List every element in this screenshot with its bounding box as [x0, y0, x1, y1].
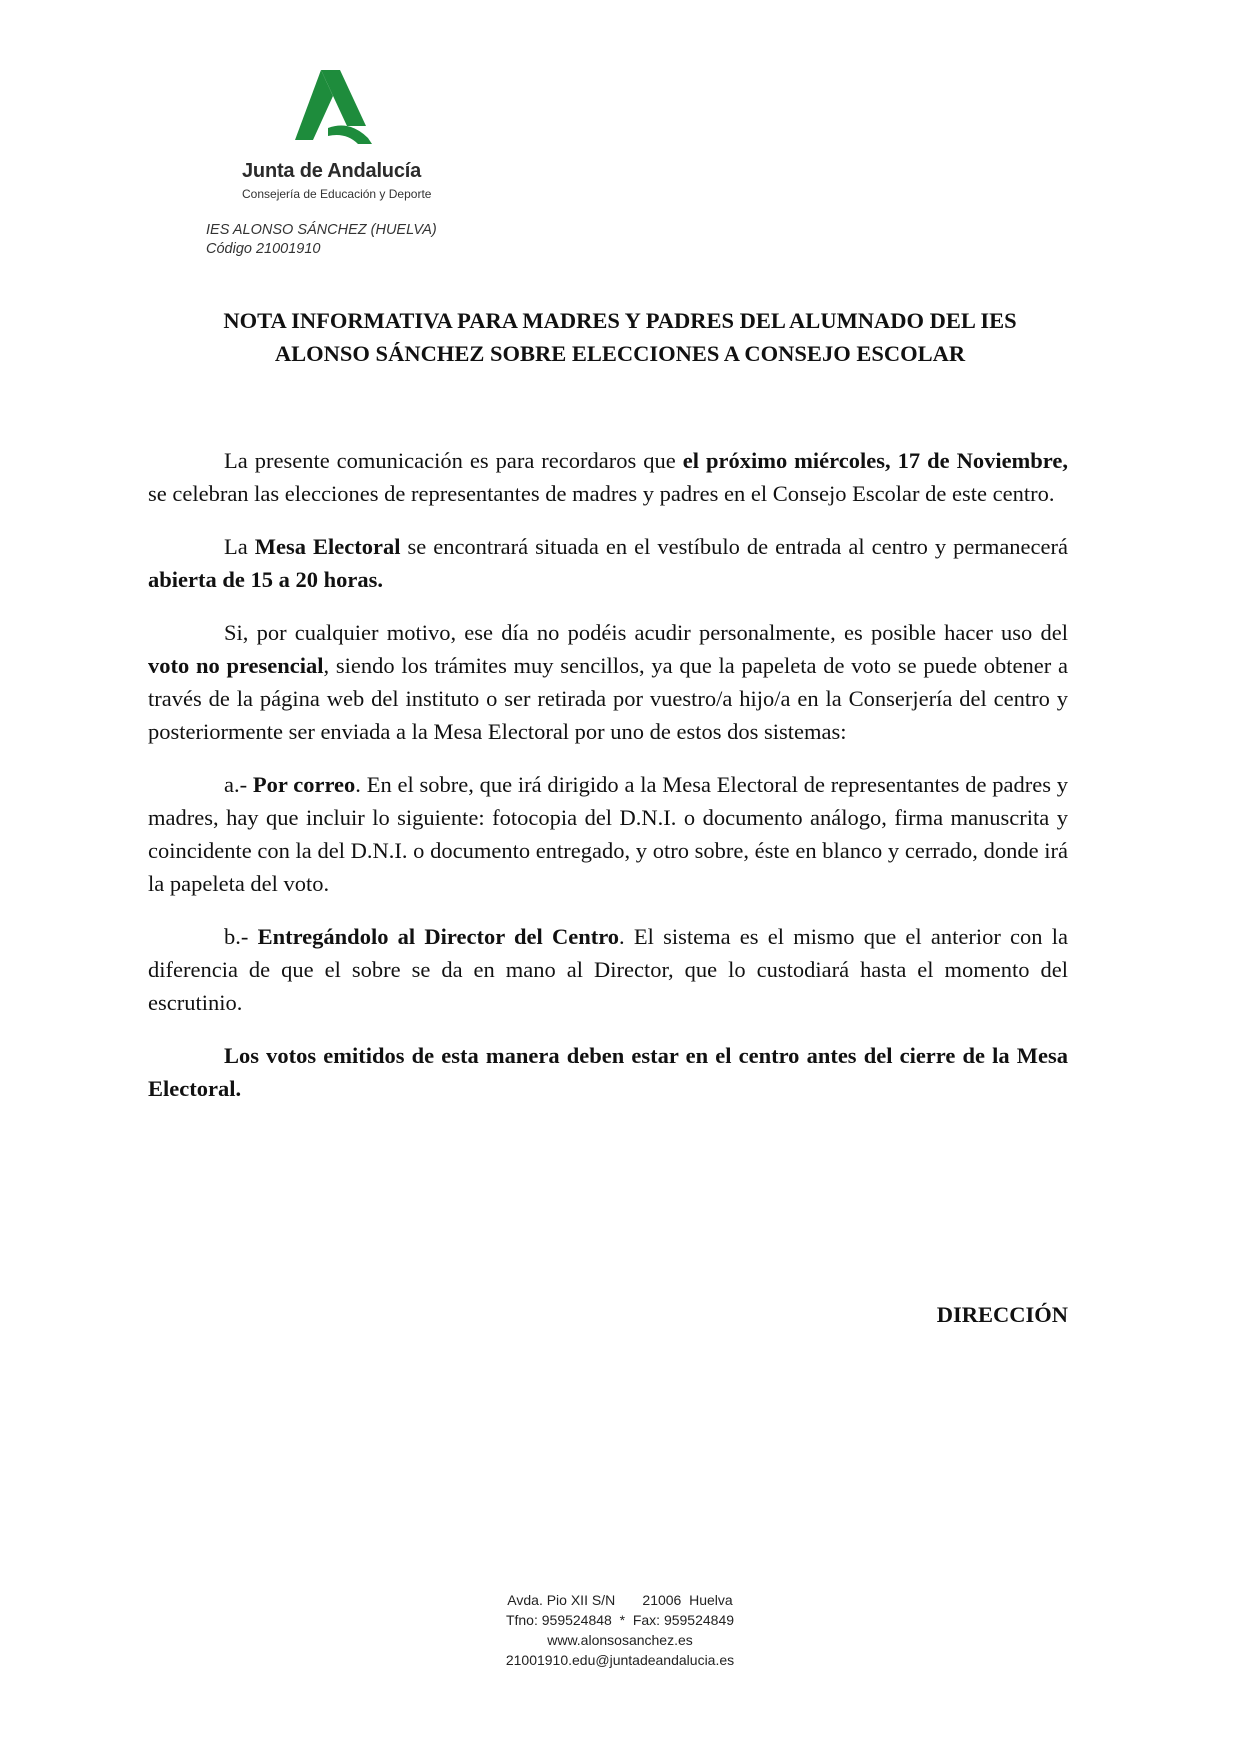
text-run: . El sistema es el mismo que el anterior con la diferencia de que el sobre se da en mano al Director, que lo custodiará hasta el momento del escrutinio. — [148, 924, 1068, 1015]
bold-run: abierta de 15 a 20 horas. — [148, 567, 383, 592]
school-info — [206, 221, 437, 259]
text-run: se celebran las elecciones de representantes de madres y padres en el Consejo Escolar de este centro. — [148, 481, 1055, 506]
logo-name: Junta de Andalucía — [242, 160, 422, 182]
paragraph-option-director — [148, 920, 1068, 1019]
text-run: a.- — [224, 772, 253, 797]
school-name: IES ALONSO SÁNCHEZ (HUELVA) — [206, 222, 437, 238]
document-title — [120, 304, 1120, 370]
paragraph-election-date — [148, 444, 1068, 510]
bold-run: el próximo miércoles, 17 de Noviembre, — [682, 448, 1068, 473]
text-run: Si, por cualquier motivo, ese día no podéis acudir personalmente, es posible hacer uso del — [224, 620, 1068, 645]
footer-email: 21001910.edu@juntadeandalucia.es — [505, 1652, 735, 1668]
text-run: La — [224, 534, 255, 559]
footer-phones: Tfno: 959524848 * Fax: 959524849 — [505, 1612, 735, 1628]
document-body — [148, 444, 1068, 1125]
bold-run: voto no presencial — [148, 653, 324, 678]
footer-address: Avda. Pio XII S/N 21006 Huelva — [507, 1592, 733, 1608]
bold-run: Entregándolo al Director del Centro — [257, 924, 620, 949]
title-line-1: NOTA INFORMATIVA PARA MADRES Y PADRES DEL ALUMNADO DEL IES — [223, 308, 1017, 333]
footer-web: www.alonsosanchez.es — [547, 1632, 693, 1648]
bold-run: Mesa Electoral — [254, 534, 401, 559]
text-run: se encontrará situada en el vestíbulo de entrada al centro y permanecerá — [400, 534, 1068, 559]
text-run: , siendo los trámites muy sencillos, ya que la papeleta de voto se puede obtener a través de la página web del instituto o ser retirada por vuestro/a hijo/a en la Conserjería del centro y posteriormente ser enviada a la Mesa Electoral por uno de estos dos sistemas: — [148, 653, 1068, 744]
paragraph-deadline — [148, 1039, 1068, 1105]
signature: DIRECCIÓN — [936, 1302, 1068, 1327]
paragraph-electoral-table — [148, 530, 1068, 596]
title-line-2: ALONSO SÁNCHEZ SOBRE ELECCIONES A CONSEJO ESCOLAR — [274, 341, 966, 366]
school-code: Código 21001910 — [206, 241, 321, 257]
text-run: La presente comunicación es para recordaros que — [224, 448, 683, 473]
text-run: b.- — [224, 924, 258, 949]
logo-department: Consejería de Educación y Deporte — [242, 187, 432, 201]
text-run: . En el sobre, que irá dirigido a la Mesa Electoral de representantes de padres y madres, hay que incluir lo siguiente: fotocopia del D.N.I. o documento análogo, firma manuscrita y coincidente con la del D.N.I. o documento entregado, y otro sobre, éste en blanco y cerrado, donde irá la papeleta del voto. — [148, 772, 1068, 896]
bold-run: Por correo — [252, 772, 356, 797]
bold-run: Los votos emitidos de esta manera deben estar en el centro antes del cierre de la Mesa Electoral. — [148, 1043, 1068, 1101]
junta-andalucia-emblem-icon — [288, 70, 378, 152]
footer-contact — [420, 1590, 820, 1670]
paragraph-option-mail — [148, 768, 1068, 900]
paragraph-remote-vote — [148, 616, 1068, 748]
